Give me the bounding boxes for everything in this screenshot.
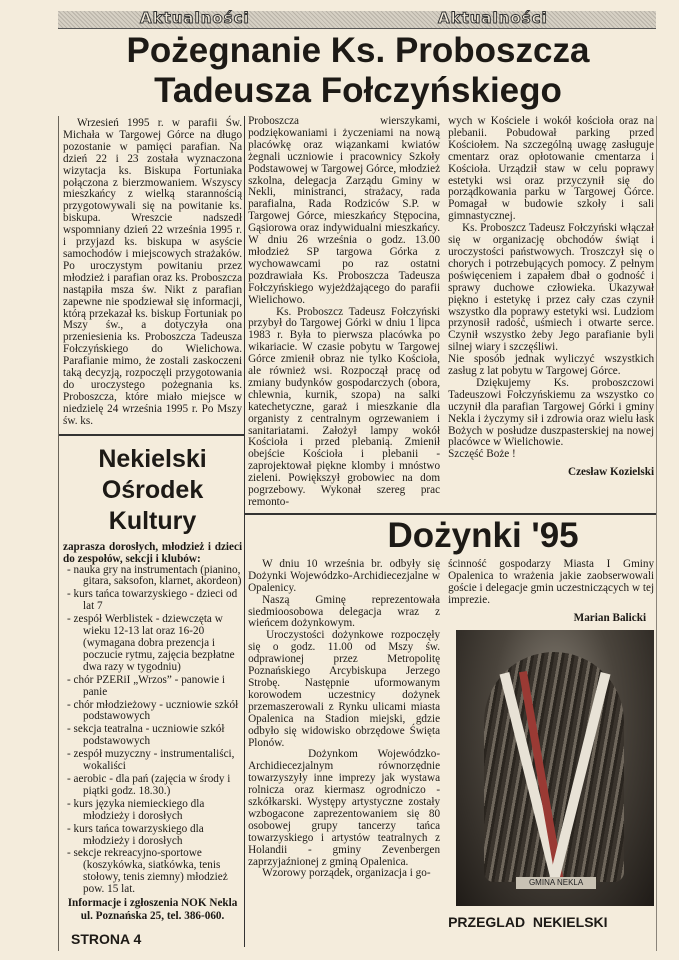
paragraph: Proboszcza wierszykami, podziękowaniami i życzeniami na nową placówkę oraz wiązankami kwiatów żegnali uczniowie i pracownicy Szkoły Podstawowej w Targowej Górce, młodzież szkolna, delegacja Zarządu Gminy w Nekli, ministranci, strażacy, rada parafialna, Rada Rodziców S.P. w Targowej Górce, mieszkańcy Stępocina, Gąsiorowa oraz indywidualni mieszkańcy. W dniu 26 września o godz. 13.00 młodzież SP targowa Górka z wychowawcami po raz ostatni pozdrawiała Ks. Proboszcza Tadeusza Fołczyńskiego wyjeżdżającego do parafii Wielichowo. xyxy=(248,115,441,306)
article2-title: Dożynki '95 xyxy=(387,515,579,555)
article1-column1 xyxy=(63,118,242,428)
photo-plate: GMINA NEKLA xyxy=(516,877,596,889)
paragraph: wych w Kościele i wokół kościoła oraz na plebanii. Pobudował parking przed Kościołem. Na szczególną uwagę zasługuje cmentarz oraz opłotowanie cmentarza i Kościoła. Urządził staw w celu poprawy estetyki wsi oraz przyczynił się do porządkowania parku w Targowej Górce. Pomagał w budowie szkoły i sali gimnastycznej. xyxy=(448,115,655,223)
nok-activity-list xyxy=(63,565,242,896)
article2-columns xyxy=(248,559,656,907)
list-item: - nauka gry na instrumentach (pianino, gitara, saksofon, klarnet, akordeon) xyxy=(63,565,242,589)
paragraph: Naszą Gminę reprezentowała siedmioosobowa delegacja wraz z wieńcem dożynkowym. xyxy=(248,593,441,630)
publication-name: PRZEGLAD NEKIELSKI xyxy=(448,914,608,931)
paragraph: Dożynkom Wojewódzko-Archidiecezjalnym równorzędnie towarzyszyły inne imprezy jak wystawa rolnicza oraz kiermasz ogrodniczo - szkółkarski. Występy artystyczne zostały wzbogacone zaprezentowaniem się 80 osobowej grupy tancerzy tańca towarzyskiego i artystów teatralnych z Holandii - gminy Zevenbergen zaprzyjaźnionej z gminą Opalenica. xyxy=(248,748,441,868)
list-item: - kurs języka niemieckiego dla młodzieży i dorosłych xyxy=(63,799,242,823)
article-title-line1: Pożegnanie Ks. Proboszcza xyxy=(126,31,590,70)
paragraph: Uroczystości dożynkowe rozpoczęły się o godz. 11.00 od Mszy św. odprawionej przez Metropolitę Poznańskiego Arcybiskupa Jerzego Strobę. Następnie uformowanym korowodem uczestnicy dożynek przemaszerowali z Rynku ulicami miasta Opalenica na Stadion miejski, gdzie odbyło się widowisko obrzędowe Święta Plonów. xyxy=(248,629,441,749)
list-item: - sekcja teatralna - uczniowie szkół podstawowych xyxy=(63,724,242,748)
nok-title-line: Kultury xyxy=(108,506,197,535)
paragraph: W dniu 10 września br. odbyły się Dożynki Wojewódzko-Archidiecezjalne w Opalenicy. xyxy=(248,557,441,594)
paragraph: Ks. Proboszcz Tadeusz Fołczyński przybył do Targowej Górki w dniu 1 lipca 1983 r. Była to pierwsza placówka po wikariacie. W czasie pobytu w Targowej Górce zmienił obraz nie tylko Kościoła, ale również wsi. Rozpoczął pracę od zmiany budynków gospodarczych (obora, chlewnia, kurnik, szopa) na salki katechetyczne, garaż i mieszkanie dla organisty z centralnym ogrzewaniem i sanitariatami. Założył lampy wokół Kościoła i przed plebanią. Zmienił obejście Kościoła i plebanii - zaprojektował piękne klomby i mnóstwo zieleni. Powiększył grobowiec na dom pogrzebowy. Wykonał szereg prac remonto- xyxy=(248,305,441,508)
nok-title-line: Nekielski xyxy=(98,444,207,473)
article2-column1 xyxy=(248,559,440,880)
article1-column2 xyxy=(248,116,440,509)
list-item: - kurs tańca towarzyskiego dla młodzieży i dorosłych xyxy=(63,824,242,848)
divider xyxy=(245,513,656,515)
nok-title-line: Ośrodek xyxy=(101,475,204,504)
paragraph: Szczęść Boże ! xyxy=(448,448,516,461)
nok-title xyxy=(63,444,242,537)
article2-column2 xyxy=(448,559,654,907)
list-item: - chór młodzieżowy - uczniowie szkół podstawowych xyxy=(63,700,242,724)
paragraph: ścinność gospodarzy Miasta I Gminy Opalenica to wrażenia jakie zaobserwowali goście i delegacje gmin uczestniczących w tej imprezie. xyxy=(448,557,655,606)
nok-announcement xyxy=(63,541,242,923)
nok-info: Informacje i zgłoszenia NOK Nekla xyxy=(67,897,238,910)
paragraph: Ks. Proboszcz Tadeusz Fołczyński włączał się w organizację obchodów świąt i uroczystości państwowych. Troszczył się o chorych i potrzebujących pomocy. Z pełnym poświęceniem i zapałem dbał o godność i sprawy duchowe człowieka. Ukazywał piękno i estetykę i przez cały czas czynił wszystko dla poprawy estetyki wsi. Ludziom przynosił radość, uśmiech i otwarte serce. Czynił wszystko żeby Jego parafianie byli silnej wiary i szczęśliwi. xyxy=(448,222,655,354)
list-item: - chór PZERiI „Wrzos” - panowie i panie xyxy=(63,675,242,699)
list-item: - kurs tańca towarzyskiego - dzieci od lat 7 xyxy=(63,589,242,613)
paragraph: Dziękujemy Ks. proboszczowi Tadeuszowi Fołczyńskiemu za wszystko co uczynił dla parafian Targowej Górki i gminy Nekla i życzymy sił i zdrowia oraz wielu łask Bożych w posłudze duszpasterskiej na nowej placówce w Wielichowie. xyxy=(448,376,655,449)
left-column xyxy=(59,116,245,947)
section-banner xyxy=(58,11,656,29)
paragraph: Wzorowy porządek, organizacja i go- xyxy=(262,867,431,880)
divider xyxy=(59,434,244,436)
article1-column3 xyxy=(448,116,654,479)
page-number: STRONA 4 xyxy=(71,931,142,948)
article2-author: Marian Balicki xyxy=(573,611,647,624)
article-title-line2: Tadeusza Fołczyńskiego xyxy=(154,71,562,110)
list-item: - aerobic - dla pań (zajęcia w środy i piątki godz. 18.30.) xyxy=(63,774,242,798)
nok-intro: zaprasza dorosłych, młodzież i dzieci do zespołów, sekcji i klubów: xyxy=(63,540,243,565)
paragraph: Nie sposób jednak wyliczyć wszystkich zasług z lat pobytu w Targowej Górce. xyxy=(448,353,655,378)
nok-address: ul. Poznańska 25, tel. 386-060. xyxy=(80,910,225,923)
harvest-wreath-photo xyxy=(456,630,654,906)
list-item: - sekcje rekreacyjno-sportowe (koszykówka, siatkówka, tenis stołowy, tenis ziemny) młodzież pow. 15 lat. xyxy=(63,848,242,896)
paragraph: Wrzesień 1995 r. w parafii Św. Michała w Targowej Górce na długo pozostanie w pamięci parafian. Na dzień 22 i 23 została wyznaczona wizytacja ks. Biskupa Fortuniaka połączona z bierzmowaniem. Wszyscy mieszkańcy z wielką starannością przygotowywali się na powitanie ks. biskupa. Wreszcie nadszedł wspomniany dzień 22 września 1995 r. i przyjazd ks. biskupa w asyście samochodów i miejscowych strażaków. Po uroczystym powitaniu przez młodzież i parafian oraz ks. Proboszcza nastąpiła msza św. Nikt z parafian zapewne nie spodziewał się informacji, którą przekazał ks. biskup Fortuniak po Mszy św., a dotyczyła ona przeniesienia ks. Proboszcza Tadeusza Fołczyńskiego do Wielichowa. Parafianie mimo, że zostali zaskoczeni taką decyzją, rozpoczęli przygotowania do uroczystego pożegnania ks. Proboszcza, które miało miejsce w niedzielę 24 września 1995 r. Po Mszy św. ks. xyxy=(63,117,243,427)
right-area xyxy=(245,116,656,930)
list-item: - zespół Werblistek - dziewczęta w wieku 12-13 lat oraz 16-20 (wymagana dobra prezencja i poczucie rytmu, zajęcia bezpłatne dwa razy w tygodniu) xyxy=(63,614,242,674)
article1-author: Czesław Kozielski xyxy=(568,466,655,479)
section-label: Aktualności xyxy=(140,9,250,27)
page-body xyxy=(58,116,657,951)
list-item: - zespół muzyczny - instrumentaliści, wokaliści xyxy=(63,749,242,773)
section-label: Aktualności xyxy=(438,9,548,27)
article1-columns xyxy=(248,116,656,509)
